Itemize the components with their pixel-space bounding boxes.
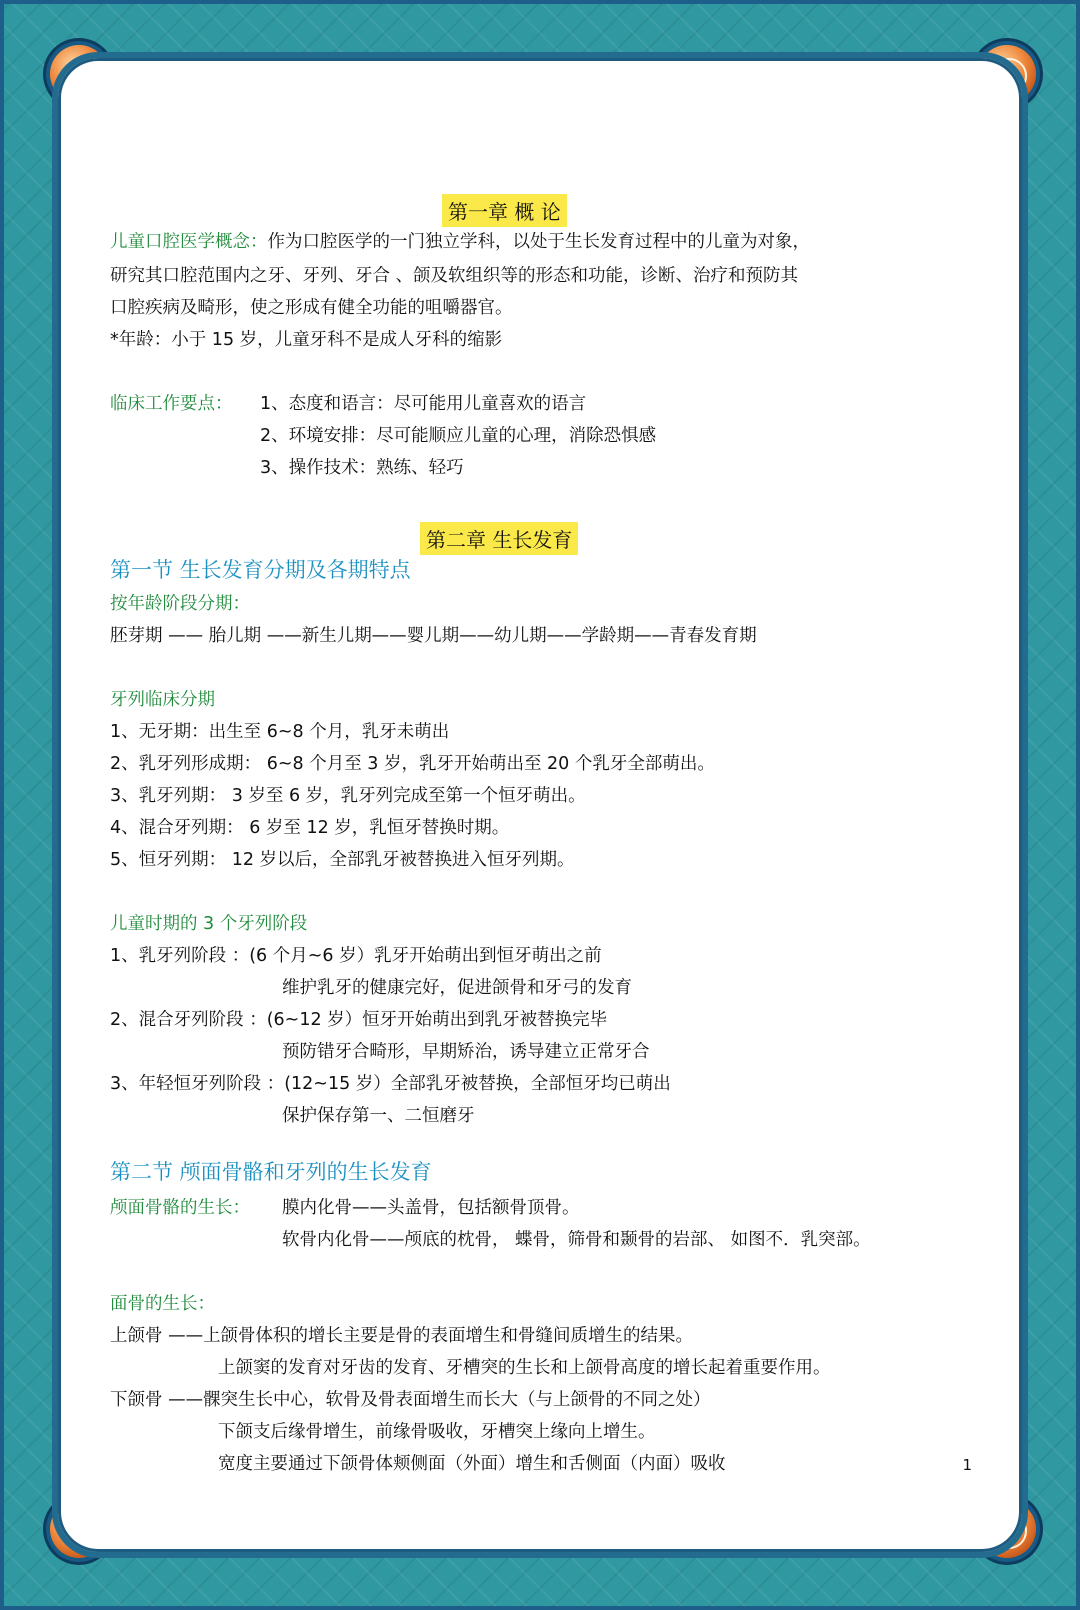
concept-text: 作为口腔医学的一门独立学科，以处于生长发育过程中的儿童为对象， [267, 232, 810, 252]
dentition-period: 3、乳牙列期： 3 岁至 6 岁，乳牙列完成至第一个恒牙萌出。 [110, 786, 586, 806]
document-page [58, 58, 1022, 1552]
childhood-label: 儿童时期的 3 个牙列阶段 [110, 914, 308, 934]
concept-line-2: 研究其口腔范围内之牙、牙列、牙合 、颌及软组织等的形态和功能，诊断、治疗和预防其 [110, 266, 799, 286]
concept-line-3: 口腔疾病及畸形，使之形成有健全功能的咀嚼器官。 [110, 298, 513, 318]
childhood-stage: 3、年轻恒牙列阶段 ：(12~15 岁）全部乳牙被替换，全部恒牙均已萌出 [110, 1074, 671, 1094]
clinical-point: 2、环境安排：尽可能顺应儿童的心理，消除恐惧感 [260, 426, 657, 446]
childhood-stage: 1、乳牙列阶段 ：(6 个月~6 岁）乳牙开始萌出到恒牙萌出之前 [110, 946, 602, 966]
age-stage-label: 按年龄阶段分期： [110, 594, 250, 614]
mandible-line: 下颌支后缘骨增生，前缘骨吸收，牙槽突上缘向上增生。 [218, 1422, 656, 1442]
face-label: 面骨的生长： [110, 1294, 215, 1314]
dentition-label: 牙列临床分期 [110, 690, 215, 710]
mandible-line: 宽度主要通过下颌骨体颊侧面（外面）增生和舌侧面（内面）吸收 [218, 1454, 726, 1474]
maxilla-line: 上颌窦的发育对牙齿的发育、牙槽突的生长和上颌骨高度的增长起着重要作用。 [218, 1358, 831, 1378]
dentition-period: 5、恒牙列期： 12 岁以后，全部乳牙被替换进入恒牙列期。 [110, 850, 575, 870]
section-1-title: 第一节 生长发育分期及各期特点 [110, 558, 411, 582]
skull-label: 颅面骨骼的生长： [110, 1198, 250, 1218]
dentition-period: 1、无牙期：出生至 6~8 个月，乳牙未萌出 [110, 722, 450, 742]
skull-line: 软骨内化骨——颅底的枕骨， 蝶骨，筛骨和颞骨的岩部、 如图不．乳突部。 [282, 1230, 871, 1250]
chapter-2-title: 第二章 生长发育 [420, 522, 578, 555]
dentition-period: 4、混合牙列期： 6 岁至 12 岁，乳恒牙替换时期。 [110, 818, 510, 838]
clinical-point: 3、操作技术：熟练、轻巧 [260, 458, 464, 478]
age-note: *年龄：小于 15 岁，儿童牙科不是成人牙科的缩影 [110, 330, 503, 350]
maxilla-line: 上颌骨 ——上颌骨体积的增长主要是骨的表面增生和骨缝间质增生的结果。 [110, 1326, 694, 1346]
concept-line-1 [110, 228, 810, 253]
page-number: 1 [962, 1456, 972, 1474]
concept-label: 儿童口腔医学概念： [110, 232, 268, 252]
clinical-point: 1、态度和语言：尽可能用儿童喜欢的语言 [260, 394, 587, 414]
skull-line: 膜内化骨——头盖骨，包括额骨顶骨。 [282, 1198, 580, 1218]
childhood-stage-detail: 保护保存第一、二恒磨牙 [282, 1106, 475, 1126]
childhood-stage: 2、混合牙列阶段 ：(6~12 岁）恒牙开始萌出到乳牙被替换完毕 [110, 1010, 608, 1030]
clinical-label: 临床工作要点： [110, 394, 233, 414]
section-2-title: 第二节 颅面骨骼和牙列的生长发育 [110, 1160, 432, 1184]
childhood-stage-detail: 预防错牙合畸形，早期矫治，诱导建立正常牙合 [282, 1042, 650, 1062]
chapter-1-title: 第一章 概 论 [442, 194, 567, 227]
childhood-stage-detail: 维护乳牙的健康完好，促进颌骨和牙弓的发育 [282, 978, 632, 998]
mandible-line: 下颌骨 ——髁突生长中心，软骨及骨表面增生而长大（与上颌骨的不同之处） [110, 1390, 711, 1410]
dentition-period: 2、乳牙列形成期： 6~8 个月至 3 岁，乳牙开始萌出至 20 个乳牙全部萌出。 [110, 754, 715, 774]
age-stages: 胚芽期 —— 胎儿期 ——新生儿期——婴儿期——幼儿期——学龄期——青春发育期 [110, 626, 757, 646]
